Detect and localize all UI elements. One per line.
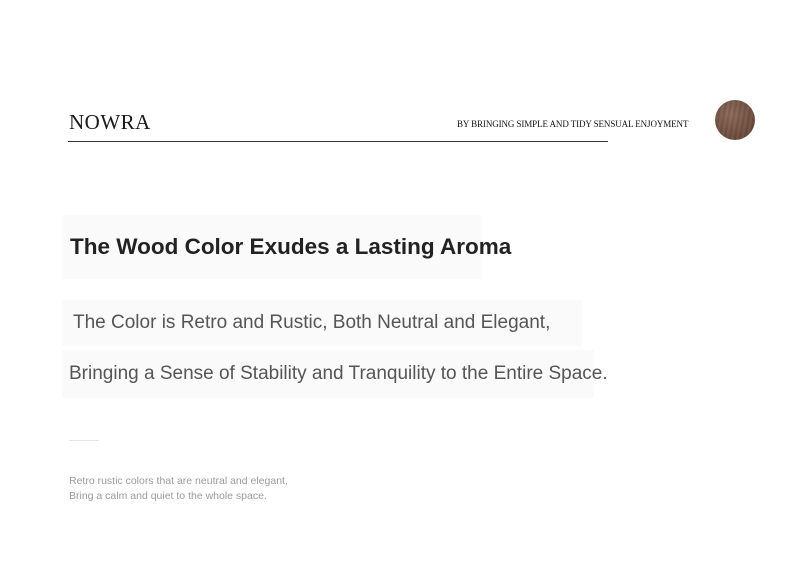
headline: The Wood Color Exudes a Lasting Aroma [62, 215, 482, 279]
brand-tagline: BY BRINGING SIMPLE AND TIDY SENSUAL ENJOYMENT [457, 119, 689, 129]
caption-line-1: Retro rustic colors that are neutral and elegant, [69, 475, 288, 487]
subheading-line-2: Bringing a Sense of Stability and Tranquility to the Entire Space. [62, 350, 594, 398]
caption [69, 474, 288, 504]
subheading-line-1: The Color is Retro and Rustic, Both Neutral and Elegant, [62, 300, 582, 346]
caption-line-2: Bring a calm and quiet to the whole space. [69, 490, 267, 502]
wood-color-swatch [715, 100, 755, 140]
header-divider [68, 141, 608, 142]
section-divider [69, 440, 99, 441]
brand-logo: NOWRA [69, 110, 151, 134]
